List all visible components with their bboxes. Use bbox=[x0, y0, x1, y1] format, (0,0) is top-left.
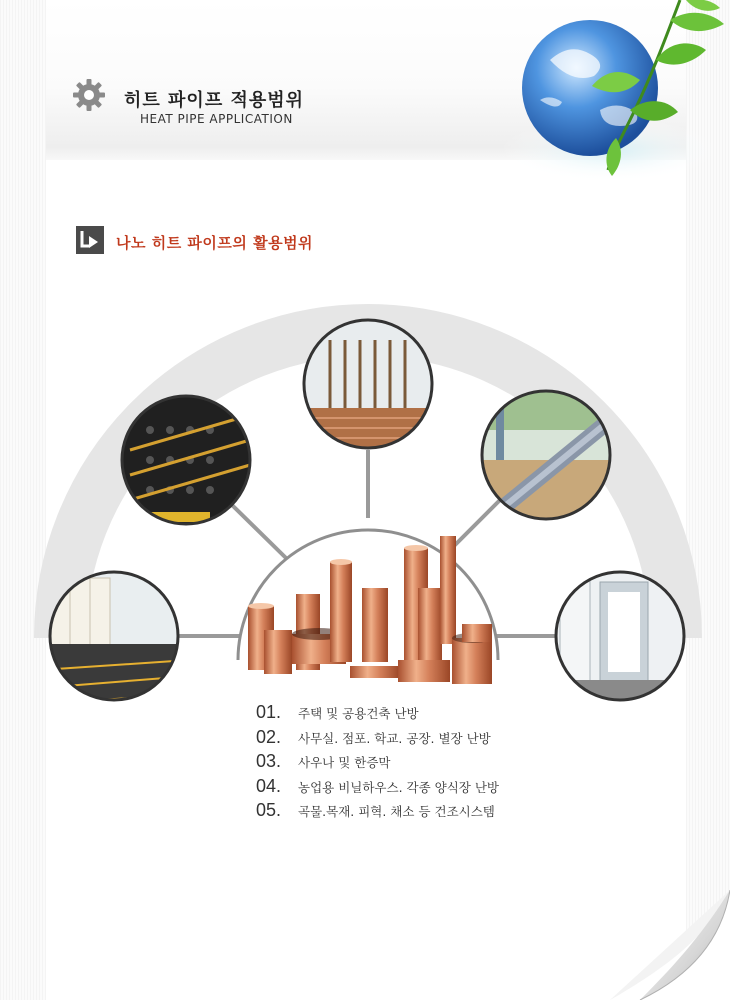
page-curl-decoration bbox=[610, 890, 730, 1000]
list-number: 03. bbox=[256, 751, 282, 771]
list-item bbox=[256, 751, 499, 776]
gear-icon bbox=[72, 78, 106, 112]
list-text: 사우나 및 한증막 bbox=[298, 755, 391, 770]
globe-leaves-decoration bbox=[480, 0, 730, 190]
list-text: 주택 및 공용건축 난방 bbox=[298, 706, 419, 721]
application-diagram bbox=[0, 300, 730, 720]
list-item bbox=[256, 702, 499, 727]
list-number: 02. bbox=[256, 726, 282, 747]
list-item bbox=[256, 727, 499, 752]
application-list bbox=[256, 702, 499, 825]
page-subtitle: HEAT PIPE APPLICATION bbox=[140, 112, 293, 126]
section-title: 나노 히트 파이프의 활용범위 bbox=[116, 234, 314, 252]
list-number: 01. bbox=[256, 702, 282, 722]
arrow-right-icon bbox=[76, 226, 104, 254]
list-number: 05. bbox=[256, 800, 282, 820]
list-item bbox=[256, 776, 499, 801]
page-title: 히트 파이프 적용범위 bbox=[124, 90, 305, 111]
list-text: 농업용 비닐하우스. 각종 양식장 난방 bbox=[298, 779, 499, 795]
list-item bbox=[256, 800, 499, 825]
list-text: 곡물.목재. 피혁. 채소 등 건조시스템 bbox=[298, 804, 495, 819]
list-number: 04. bbox=[256, 775, 282, 796]
list-text: 사무실. 점포. 학교. 공장. 별장 난방 bbox=[298, 730, 491, 746]
